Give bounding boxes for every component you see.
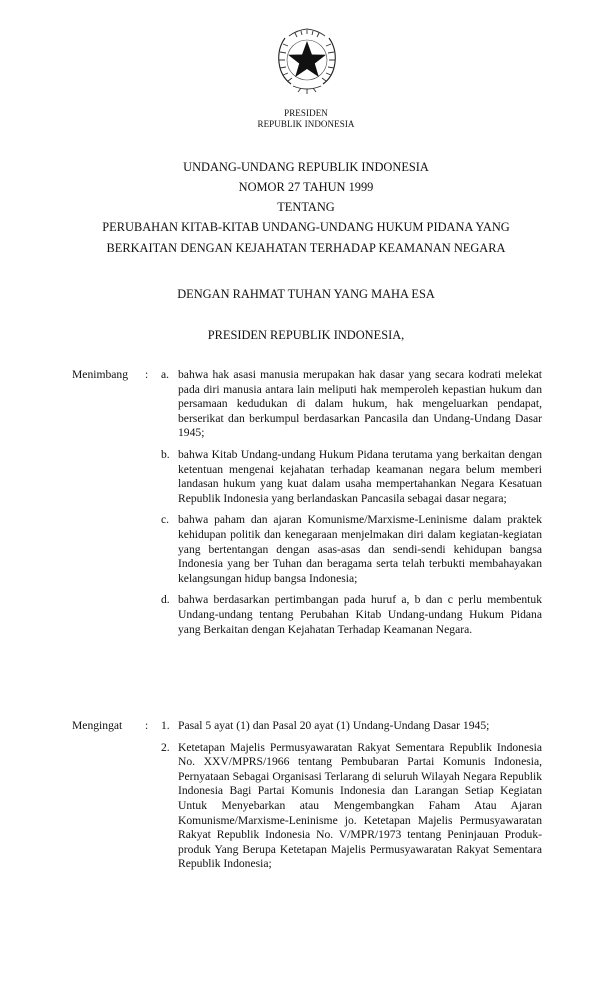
preamble-president: PRESIDEN REPUBLIK INDONESIA, bbox=[207, 328, 405, 342]
item-marker: 2. bbox=[161, 740, 170, 754]
item-text: bahwa berdasarkan pertimbangan pada huruf a, b dan c perlu membentuk Undang-undang tentang Perubahan Kitab Undang-undang Hukum Pidana yang Berkaitan dengan Kejahatan Terhadap Keamanan Negara. bbox=[178, 593, 542, 636]
item-marker: 1. bbox=[161, 719, 170, 732]
item-text: Pasal 5 ayat (1) dan Pasal 20 ayat (1) Undang-Undang Dasar 1945; bbox=[178, 719, 490, 732]
section-label-mengingat: Mengingat bbox=[72, 719, 123, 732]
consideration-item-b bbox=[161, 448, 542, 506]
reference-item-2 bbox=[161, 741, 542, 872]
header-presiden: PRESIDEN bbox=[284, 108, 328, 118]
section-mengingat bbox=[72, 719, 542, 872]
title-subject-line1: PERUBAHAN KITAB-KITAB UNDANG-UNDANG HUKUM PIDANA YANG bbox=[102, 220, 510, 234]
consideration-item-a bbox=[161, 368, 542, 441]
consideration-item-d bbox=[161, 593, 542, 637]
title-subject-line2: BERKAITAN DENGAN KEJAHATAN TERHADAP KEAMANAN NEGARA bbox=[106, 241, 506, 255]
title-tentang: TENTANG bbox=[277, 200, 335, 214]
item-text: Ketetapan Majelis Permusyawaratan Rakyat Sementara Republik Indonesia No. XXV/MPRS/1966 tentang Pembubaran Partai Komunis Indonesia, Pernyataan Sebagai Organisasi Terlarang di seluruh Wilayah Negara Republik Indonesia Bagi Partai Komunis Indonesia dan Larangan Setiap Kegiatan Untuk Menyebarkan atau Mengembangkan Faham Atau Ajaran Komunisme/Marxisme-Leninisme jo. Ketetapan Majelis Permusyawaratan Rakyat Republik Indonesia No. V/MPR/1973 tentang Peninjauan Produk-produk Yang Berupa Ketetapan Majelis Permusyawaratan Rakyat Sementara Republik Indonesia; bbox=[178, 740, 542, 871]
item-marker: b. bbox=[161, 447, 170, 461]
presidential-seal-icon bbox=[271, 24, 343, 96]
section-label-menimbang: Menimbang bbox=[72, 368, 129, 381]
consideration-item-c bbox=[161, 513, 542, 586]
item-marker: d. bbox=[161, 593, 170, 607]
item-text: bahwa Kitab Undang-undang Hukum Pidana terutama yang berkaitan dengan ketentuan mengenai kejahatan terhadap keamanan negara belum memberi landasan hukum yang kuat dalam usaha mempertahankan Negara Kesatuan Republik Indonesia yang berlandaskan Pancasila sebagai dasar negara; bbox=[178, 447, 542, 505]
item-marker: c. bbox=[161, 513, 170, 527]
section-colon: : bbox=[145, 719, 149, 732]
section-menimbang bbox=[72, 368, 542, 637]
preamble-blessing: DENGAN RAHMAT TUHAN YANG MAHA ESA bbox=[177, 287, 435, 301]
header-republik-indonesia: REPUBLIK INDONESIA bbox=[257, 119, 355, 129]
reference-item-1 bbox=[161, 719, 542, 734]
section-colon: : bbox=[145, 368, 149, 381]
title-law-name: UNDANG-UNDANG REPUBLIK INDONESIA bbox=[183, 160, 429, 174]
item-marker: a. bbox=[161, 368, 170, 381]
title-law-number: NOMOR 27 TAHUN 1999 bbox=[238, 180, 374, 194]
item-text: bahwa paham dan ajaran Komunisme/Marxisme-Leninisme dalam praktek kehidupan politik dan kenegaraan menjelmakan diri dalam kegiatan-kegiatan yang bertentangan dengan asas-asas dan sendi-sendi kehidupan bangsa Indonesia yang ber Tuhan dan beragama serta telah terbukti membahayakan kelangsungan hidup bangsa Indonesia; bbox=[178, 513, 542, 585]
item-text: bahwa hak asasi manusia merupakan hak dasar yang secara kodrati melekat pada diri manusia antara lain meliputi hak memperoleh kepastian hukum dan persamaan kedudukan di dalam hukum, hak mengeluarkan pendapat, berserikat dan berkumpul berdasarkan Pancasila dan Undang-Undang Dasar 1945; bbox=[178, 368, 542, 440]
